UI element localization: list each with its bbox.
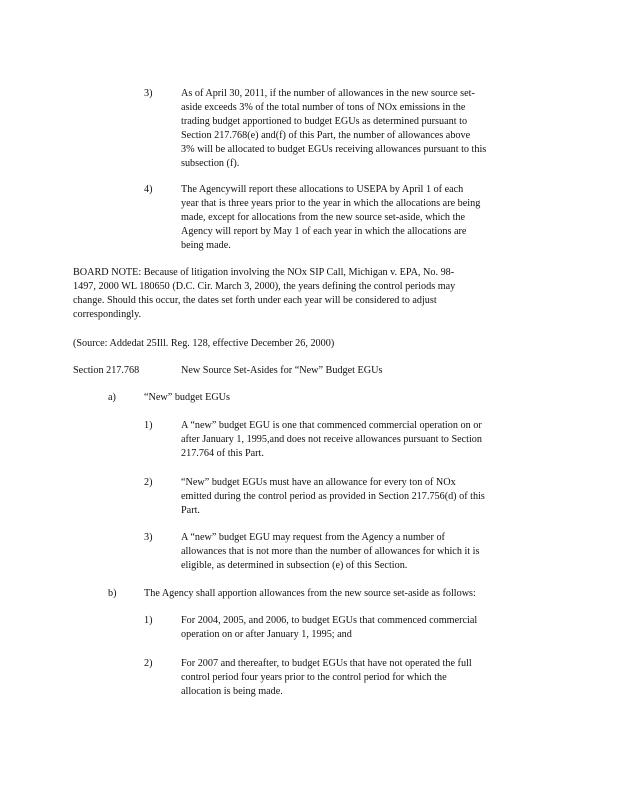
text-line: change. Should this occur, the dates set forth under each year will be considered to adjust [73, 295, 437, 307]
text-line: Section 217.768(e) and(f) of this Part, the number of allowances above [181, 130, 471, 142]
list-item-paragraph [181, 657, 542, 699]
item-number: 4) [144, 184, 153, 195]
text-line: BOARD NOTE: Because of litigation involving the NOx SIP Call, Michigan v. EPA, No. 98- [73, 267, 455, 278]
item-number: 2) [144, 477, 153, 488]
text-line: subsection (f). [181, 158, 240, 170]
list-item-paragraph [181, 614, 542, 642]
text-line: As of April 30, 2011, if the number of allowances in the new source set- [181, 88, 475, 99]
text-line: The Agencywill report these allocations to USEPA by April 1 of each [181, 184, 464, 195]
text-line: For 2004, 2005, and 2006, to budget EGUs that commenced commercial [181, 615, 478, 626]
subsection-letter: b) [108, 588, 117, 599]
subsection-heading: “New” budget EGUs [144, 392, 231, 403]
source-note: (Source: Addedat 25Ill. Reg. 128, effective December 26, 2000) [73, 338, 335, 349]
text-line: 3% will be allocated to budget EGUs receiving allowances pursuant to this [181, 144, 487, 156]
text-line: A “new” budget EGU is one that commenced commercial operation on or [181, 420, 482, 431]
subsection-heading: The Agency shall apportion allowances from the new source set-aside as follows: [144, 588, 476, 599]
text-line: emitted during the control period as provided in Section 217.756(d) of this [181, 491, 485, 503]
section-label: Section 217.768 [73, 365, 140, 376]
text-line: “New” budget EGUs must have an allowance for every ton of NOx [181, 477, 456, 488]
item-number: 3) [144, 532, 153, 543]
text-line: Agency will report by May 1 of each year in which the allocations are [181, 226, 467, 238]
text-line: made, except for allocations from the new source set-aside, which the [181, 212, 466, 224]
text-line: control period four years prior to the control period for which the [181, 672, 447, 684]
section-title: New Source Set-Asides for “New” Budget EGUs [181, 365, 383, 376]
list-item-paragraph [181, 183, 542, 253]
item-number: 2) [144, 658, 153, 669]
item-number: 3) [144, 88, 153, 99]
list-item-paragraph [181, 87, 542, 172]
text-line: Part. [181, 505, 200, 517]
text-line: allocation is being made. [181, 686, 283, 698]
text-line: trading budget apportioned to budget EGUs as determined pursuant to [181, 116, 468, 128]
text-line: correspondingly. [73, 309, 142, 321]
text-line: A “new” budget EGU may request from the Agency a number of [181, 532, 445, 543]
text-line: eligible, as determined in subsection (e) of this Section. [181, 560, 408, 572]
list-item-paragraph [181, 476, 542, 518]
subsection-letter: a) [108, 392, 116, 403]
item-number: 1) [144, 420, 153, 431]
text-line: allowances that is not more than the number of allowances for which it is [181, 546, 480, 558]
board-note [73, 266, 543, 322]
text-line: aside exceeds 3% of the total number of tons of NOx emissions in the [181, 102, 466, 114]
list-item-paragraph [181, 419, 542, 461]
text-line: year that is three years prior to the year in which the allocations are being [181, 198, 481, 210]
list-item-paragraph [181, 531, 542, 573]
text-line: 217.764 of this Part. [181, 448, 264, 460]
text-line: For 2007 and thereafter, to budget EGUs that have not operated the full [181, 658, 472, 669]
text-line: being made. [181, 240, 231, 252]
text-line: operation on or after January 1, 1995; and [181, 629, 352, 641]
text-line: after January 1, 1995,and does not receive allowances pursuant to Section [181, 434, 482, 446]
text-line: 1497, 2000 WL 180650 (D.C. Cir. March 3, 2000), the years defining the control periods may [73, 281, 456, 293]
item-number: 1) [144, 615, 153, 626]
